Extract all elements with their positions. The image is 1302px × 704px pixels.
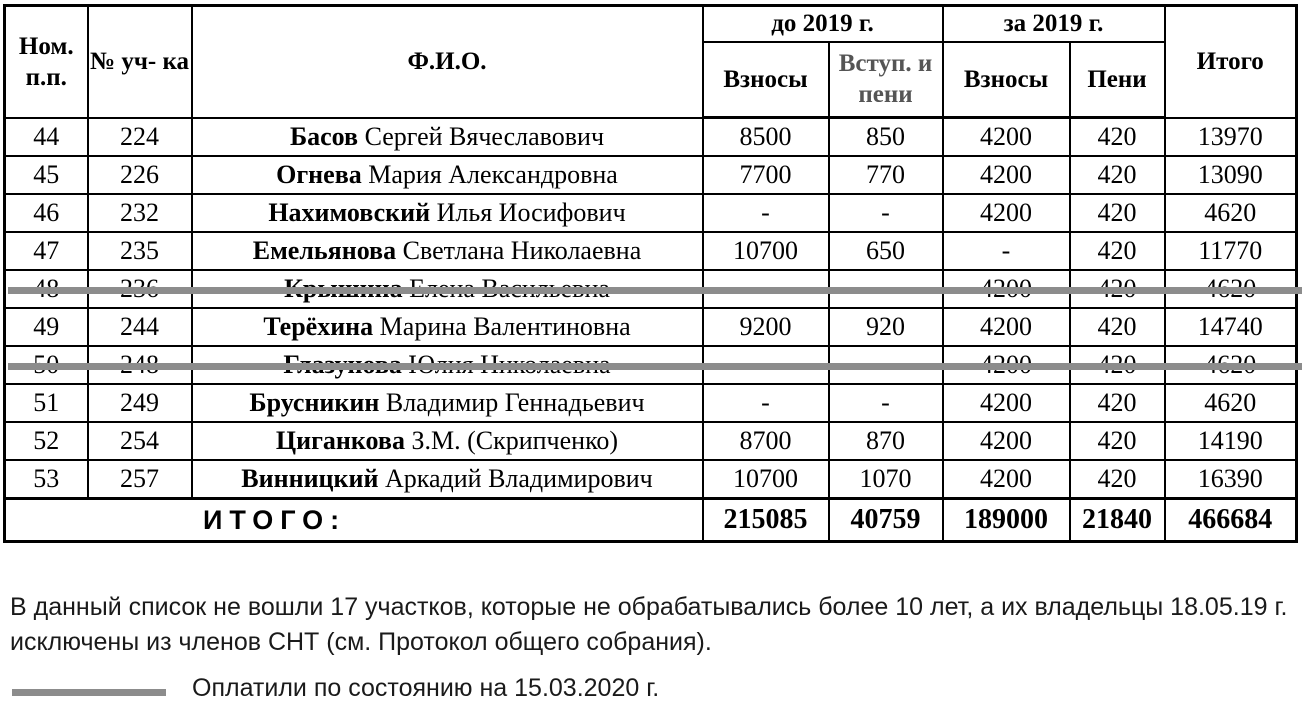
table-row bbox=[5, 308, 1297, 346]
legend-line-swatch bbox=[12, 689, 166, 696]
cell-n: 44 bbox=[5, 118, 88, 157]
cell-total: 13970 bbox=[1165, 118, 1297, 157]
cell-fio bbox=[192, 308, 703, 346]
surname: Циганкова bbox=[275, 426, 405, 455]
cell-total: 11770 bbox=[1165, 232, 1297, 270]
cell-n: 51 bbox=[5, 384, 88, 422]
cell-before-dues: - bbox=[703, 384, 829, 422]
cell-plot: 249 bbox=[88, 384, 192, 422]
surname: Винницкий bbox=[241, 464, 379, 493]
cell-for-dues: 4200 bbox=[943, 118, 1070, 157]
cell-plot: 254 bbox=[88, 422, 192, 460]
cell-total: 16390 bbox=[1165, 460, 1297, 499]
surname: Емельянова bbox=[252, 236, 397, 265]
cell-for-dues: 4200 bbox=[943, 156, 1070, 194]
cell-fio bbox=[192, 460, 703, 499]
surname: Брусникин bbox=[249, 388, 380, 417]
cell-fio bbox=[192, 384, 703, 422]
totals-before-fees: 40759 bbox=[829, 499, 943, 542]
totals-label: ИТОГО: bbox=[5, 499, 703, 542]
cell-n: 45 bbox=[5, 156, 88, 194]
cell-for-dues: 4200 bbox=[943, 422, 1070, 460]
cell-n: 46 bbox=[5, 194, 88, 232]
header-plot: № уч- ка bbox=[88, 6, 192, 118]
given-names: Сергей Вячеславович bbox=[364, 121, 605, 151]
cell-for-penalty: 420 bbox=[1070, 156, 1165, 194]
cell-fio bbox=[192, 118, 703, 157]
header-before-dues: Взносы bbox=[703, 42, 829, 118]
cell-n: 47 bbox=[5, 232, 88, 270]
cell-n: 53 bbox=[5, 460, 88, 499]
cell-plot: 226 bbox=[88, 156, 192, 194]
given-names: Владимир Геннадьевич bbox=[385, 388, 645, 417]
table-row bbox=[5, 156, 1297, 194]
cell-before-fees: 770 bbox=[829, 156, 943, 194]
header-fio: Ф.И.О. bbox=[192, 6, 703, 118]
table-row bbox=[5, 232, 1297, 270]
cell-for-penalty: 420 bbox=[1070, 422, 1165, 460]
header-before-fees: Вступ. и пени bbox=[829, 42, 943, 118]
cell-for-dues: 4200 bbox=[943, 194, 1070, 232]
cell-before-dues: 10700 bbox=[703, 460, 829, 499]
cell-plot: 224 bbox=[88, 118, 192, 157]
cell-total: 14190 bbox=[1165, 422, 1297, 460]
totals-for-dues: 189000 bbox=[943, 499, 1070, 542]
header-number: Ном. п.п. bbox=[5, 6, 88, 118]
cell-for-penalty: 420 bbox=[1070, 194, 1165, 232]
table-row bbox=[5, 194, 1297, 232]
cell-for-penalty: 420 bbox=[1070, 308, 1165, 346]
surname: Басов bbox=[289, 121, 359, 151]
cell-plot: 232 bbox=[88, 194, 192, 232]
header-before-2019: до 2019 г. bbox=[703, 6, 943, 42]
cell-fio bbox=[192, 422, 703, 460]
cell-for-dues: - bbox=[943, 232, 1070, 270]
cell-n: 52 bbox=[5, 422, 88, 460]
totals-total: 466684 bbox=[1165, 499, 1297, 542]
cell-before-dues: 8500 bbox=[703, 118, 829, 157]
surname: Терёхина bbox=[263, 312, 374, 341]
payments-table bbox=[3, 4, 1298, 543]
cell-before-dues: 10700 bbox=[703, 232, 829, 270]
cell-before-dues: 7700 bbox=[703, 156, 829, 194]
paid-strike-line bbox=[8, 363, 1302, 370]
cell-before-dues: 8700 bbox=[703, 422, 829, 460]
cell-fio bbox=[192, 194, 703, 232]
totals-before-dues: 215085 bbox=[703, 499, 829, 542]
cell-for-dues: 4200 bbox=[943, 460, 1070, 499]
table-body bbox=[5, 118, 1297, 499]
cell-plot: 235 bbox=[88, 232, 192, 270]
surname: Нахимовский bbox=[268, 198, 431, 227]
header-total: Итого bbox=[1165, 6, 1297, 118]
totals-for-penalty: 21840 bbox=[1070, 499, 1165, 542]
cell-before-dues: - bbox=[703, 194, 829, 232]
given-names: Светлана Николаевна bbox=[402, 236, 642, 265]
cell-for-penalty: 420 bbox=[1070, 118, 1165, 157]
cell-before-fees: 870 bbox=[829, 422, 943, 460]
given-names: З.М. (Скрипченко) bbox=[411, 426, 619, 455]
given-names: Аркадий Владимирович bbox=[384, 464, 653, 493]
cell-before-fees: - bbox=[829, 384, 943, 422]
surname: Огнева bbox=[276, 160, 362, 189]
given-names: Марина Валентиновна bbox=[379, 312, 631, 341]
cell-for-dues: 4200 bbox=[943, 384, 1070, 422]
cell-fio bbox=[192, 156, 703, 194]
cell-total: 13090 bbox=[1165, 156, 1297, 194]
cell-before-fees: 920 bbox=[829, 308, 943, 346]
cell-before-fees: 650 bbox=[829, 232, 943, 270]
given-names: Илья Иосифович bbox=[436, 198, 626, 227]
cell-before-fees: - bbox=[829, 194, 943, 232]
cell-for-penalty: 420 bbox=[1070, 384, 1165, 422]
legend-text: Оплатили по состоянию на 15.03.2020 г. bbox=[192, 674, 660, 702]
cell-total: 4620 bbox=[1165, 194, 1297, 232]
cell-for-penalty: 420 bbox=[1070, 460, 1165, 499]
given-names: Мария Александровна bbox=[368, 160, 618, 189]
totals-row bbox=[5, 499, 1297, 542]
footnote-text: В данный список не вошли 17 участков, которые не обрабатывались более 10 лет, а их владельцы 18.05.19 г. исключены из членов СНТ (см. Протокол общего собрания). bbox=[10, 593, 1288, 656]
cell-plot: 244 bbox=[88, 308, 192, 346]
cell-before-dues: 9200 bbox=[703, 308, 829, 346]
cell-total: 14740 bbox=[1165, 308, 1297, 346]
table-row bbox=[5, 118, 1297, 157]
table-row bbox=[5, 460, 1297, 499]
cell-before-fees: 1070 bbox=[829, 460, 943, 499]
cell-n: 49 bbox=[5, 308, 88, 346]
paid-strike-line bbox=[8, 287, 1302, 294]
header-for-dues: Взносы bbox=[943, 42, 1070, 118]
header-for-2019: за 2019 г. bbox=[943, 6, 1165, 42]
cell-for-penalty: 420 bbox=[1070, 232, 1165, 270]
table-row bbox=[5, 384, 1297, 422]
cell-fio bbox=[192, 232, 703, 270]
cell-plot: 257 bbox=[88, 460, 192, 499]
cell-for-dues: 4200 bbox=[943, 308, 1070, 346]
cell-before-fees: 850 bbox=[829, 118, 943, 157]
cell-total: 4620 bbox=[1165, 384, 1297, 422]
table-row bbox=[5, 422, 1297, 460]
header-for-penalty: Пени bbox=[1070, 42, 1165, 118]
